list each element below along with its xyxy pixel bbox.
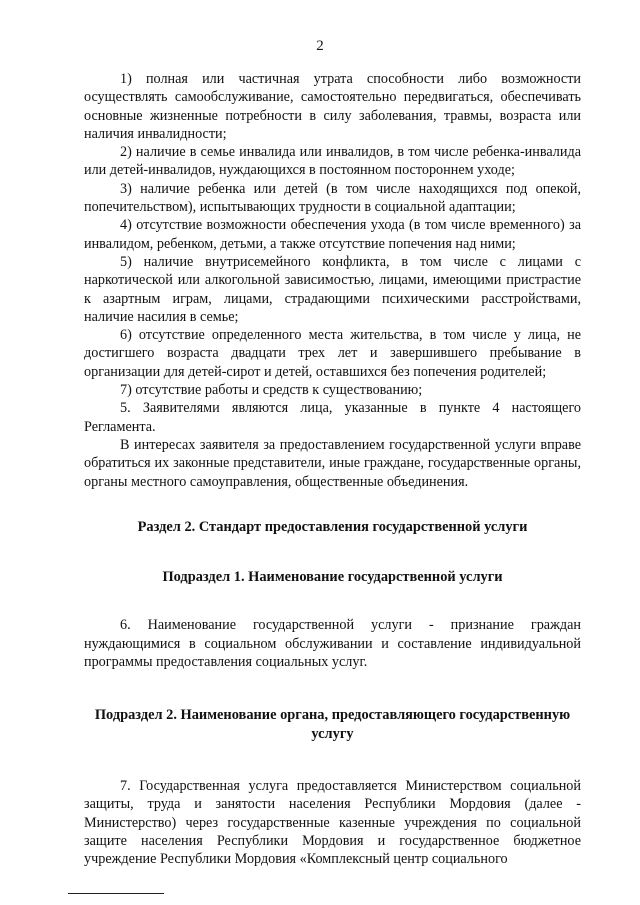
paragraph-service-provider: 7. Государственная услуга предоставляется Министерством социальной защиты, труда и занятости населения Республики Мордовия (далее - Министерство) через государственные казенные учреждения по социальной защите населения Республики Мордовия и государственное бюджетное учреждение Республики Мордовия «Комплексный центр социального [84,777,581,868]
subsection-2-heading: Подраздел 2. Наименование органа, предоставляющего государственную услугу [94,707,571,742]
paragraph-applicants: 5. Заявителями являются лица, указанные в пункте 4 настоящего Регламента. [84,400,581,435]
paragraph-criterion-7: 7) отсутствие работы и средств к существованию; [120,382,423,399]
paragraph-service-name: 6. Наименование государственной услуги - признание граждан нуждающимися в социальном обслуживании и составление индивидуальной программы предоставления социальных услуг. [84,617,581,671]
paragraph-criterion-6: 6) отсутствие определенного места жительства, в том числе у лица, не достигшего возраста двадцати трех лет и завершившего пребывание в организации для детей-сирот и детей, оставшихся без попечения родителей; [84,327,581,380]
paragraph-criterion-1: 1) полная или частичная утрата способности либо возможности осуществлять самообслуживание, самостоятельно передвигаться, обеспечивать основные жизненные потребности в силу заболевания, травмы, возраста или наличия инвалидности; [84,71,581,142]
footnote-divider [68,893,164,894]
subsection-1-heading: Подраздел 1. Наименование государственной услуги [162,569,503,586]
paragraph-representatives: В интересах заявителя за предоставлением государственной услуги вправе обратиться их законные представители, иные граждане, государственные органы, органы местного самоуправления, общественные объединения. [84,436,581,490]
paragraph-criterion-2: 2) наличие в семье инвалида или инвалидов, в том числе ребенка-инвалида или детей-инвалидов, нуждающихся в постоянном постороннем уходе; [84,144,581,179]
page-number: 2 [316,38,324,54]
section-2-heading: Раздел 2. Стандарт предоставления государственной услуги [137,518,528,535]
paragraph-criterion-4: 4) отсутствие возможности обеспечения ухода (в том числе временного) за инвалидом, ребенком, детьми, а также отсутствие попечения над ними; [84,217,581,252]
paragraph-criterion-5: 5) наличие внутрисемейного конфликта, в том числе с лицами с наркотической или алкогольной зависимостью, лицами, имеющими пристрастие к азартным играм, лицами, страдающими психическими расстройствами, наличие насилия в семье; [84,253,581,325]
paragraph-criterion-3: 3) наличие ребенка или детей (в том числе находящихся под опекой, попечительством), испытывающих трудности в социальной адаптации; [84,180,581,216]
document-body [84,70,581,868]
